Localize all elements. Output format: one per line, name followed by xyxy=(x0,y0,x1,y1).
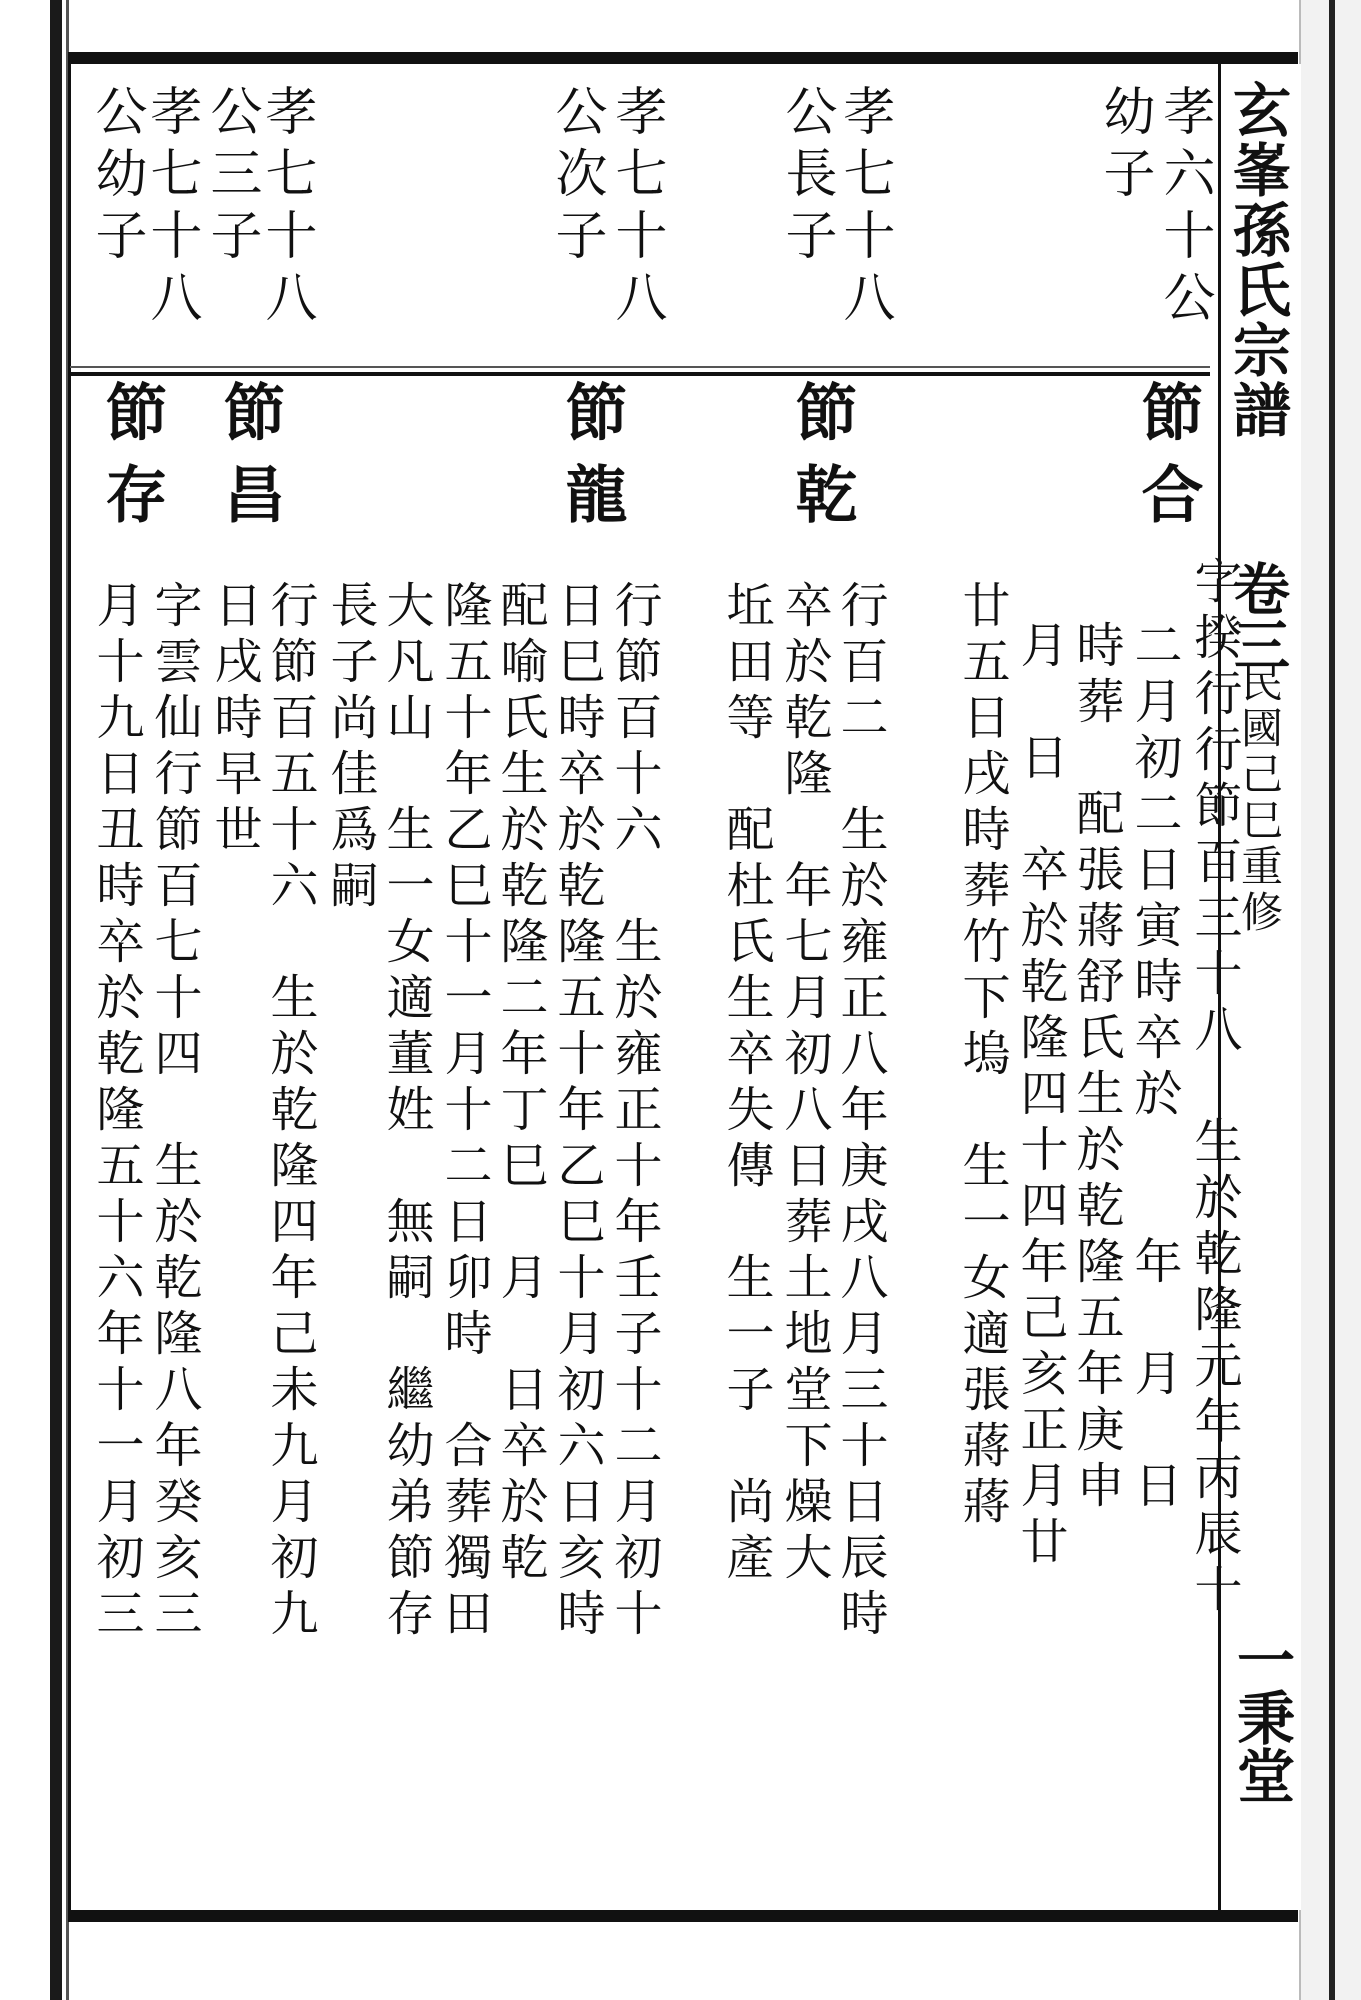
upper-note-8: 公三子 xyxy=(201,84,261,270)
entry-jiehe-line-3: 時葬 配張蔣舒氏生於乾隆五年庚申 xyxy=(1068,620,1124,1516)
margin-volume: 卷三 xyxy=(1225,560,1291,672)
entry-jieqian-line-3: 坵田等 配杜氏生卒失傳 生一子 尚產 xyxy=(718,580,774,1588)
entry-jielong-line-6: 長子尚佳爲嗣 xyxy=(322,580,378,916)
entry-jielong-line-2: 日巳時卒於乾隆五十年乙巳十月初六日亥時 xyxy=(549,580,605,1644)
upper-note-1: 孝六十公 xyxy=(1154,84,1214,332)
entry-jielong-line-3: 配喻氏生於乾隆二年丁巳 月 日卒於乾 xyxy=(492,580,548,1588)
section-divider-thin xyxy=(70,366,1210,368)
upper-note-9: 孝七十八 xyxy=(141,84,201,332)
entry-jielong-line-1: 行節百十六 生於雍正十年壬子十二月初十 xyxy=(606,580,662,1644)
entry-name-jieqian: 節乾 xyxy=(785,380,858,544)
entry-jielong-line-5: 大凡山 生一女適董姓 無嗣 繼幼弟節存 xyxy=(378,580,434,1644)
upper-note-10: 公幼子 xyxy=(86,84,146,270)
entry-jiehe-line-5: 廿五日戌時葬竹下塢 生一女適張蔣蔣 xyxy=(954,580,1010,1532)
entry-jielong-line-4: 隆五十年乙巳十一月十二日卯時 合葬獨田 xyxy=(436,580,492,1644)
page-edge-line xyxy=(1329,0,1335,2000)
entry-jiehe-line-4: 月 日 卒於乾隆四十四年己亥正月廿 xyxy=(1012,620,1068,1572)
entry-jiechang-line-2: 日戌時早世 xyxy=(206,580,262,860)
margin-hall-name: 一秉堂 xyxy=(1227,1630,1295,1804)
entry-jiecun-line-2: 月十九日丑時卒於乾隆五十六年十一月初三 xyxy=(88,580,144,1644)
entry-name-jielong: 節龍 xyxy=(555,380,628,544)
upper-note-3: 孝七十八 xyxy=(834,84,894,332)
section-divider xyxy=(70,372,1210,376)
upper-note-5: 孝七十八 xyxy=(606,84,666,332)
entry-jiecun-line-1: 字雲仙行節百七十四 生於乾隆八年癸亥三 xyxy=(146,580,202,1644)
upper-note-6: 公次子 xyxy=(546,84,606,270)
entry-name-jiechang: 節昌 xyxy=(213,380,286,544)
entry-jiehe-line-1: 字揆行行節百三十八 生於乾隆元年丙辰十 xyxy=(1186,556,1242,1620)
entry-name-jiehe: 節合 xyxy=(1131,380,1204,544)
entry-jiechang-line-1: 行節百五十六 生於乾隆四年己未九月初九 xyxy=(262,580,318,1644)
entry-name-jiecun: 節存 xyxy=(95,380,168,544)
entry-jiehe-line-2: 二月初二日寅時卒於 年 月 日 xyxy=(1126,620,1182,1516)
entry-jieqian-line-2: 卒於乾隆 年七月初八日葬土地堂下燥大 xyxy=(776,580,832,1588)
upper-note-2: 幼子 xyxy=(1094,84,1154,208)
book-spine xyxy=(50,0,62,2000)
margin-book-title: 玄峯孫氏宗譜 xyxy=(1223,80,1291,440)
upper-note-7: 孝七十八 xyxy=(256,84,316,332)
entry-jieqian-line-1: 行百二 生於雍正八年庚戌八月三十日辰時 xyxy=(832,580,888,1644)
upper-note-4: 公長子 xyxy=(776,84,836,270)
margin-edition: 民國己巳重修 xyxy=(1235,660,1284,936)
